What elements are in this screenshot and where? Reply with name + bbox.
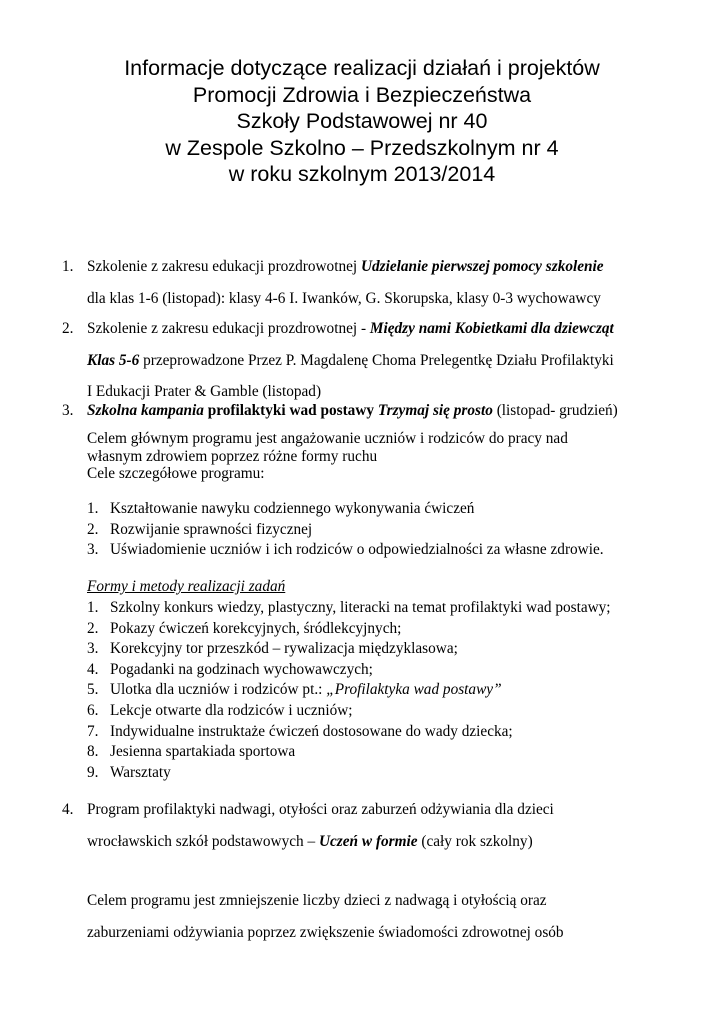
item-text-plain: Szkolenie z zakresu edukacji prozdrowotnej — [87, 258, 361, 275]
list-number: 1. — [87, 599, 99, 616]
list-item-text: Szkolny konkurs wiedzy, plastyczny, literacki na temat profilaktyki wad postawy; — [110, 599, 611, 616]
list-item-text: Jesienna spartakiada sportowa — [110, 743, 296, 761]
item-text-emphasis: Uczeń w formie — [318, 832, 418, 850]
list-item-text — [87, 794, 554, 857]
list-number: 3. — [87, 640, 99, 658]
list-item-text: Rozwijanie sprawności fizycznej — [110, 520, 313, 538]
item-text-bold: profilaktyki wad postawy — [203, 402, 378, 419]
paragraph-line: Cele szczegółowe programu: — [87, 465, 265, 483]
title-line: Informacje dotyczące realizacji działań i projektów — [124, 56, 600, 80]
item-text-line: I Edukacji Prater & Gamble (listopad) — [87, 383, 322, 400]
list-item-text — [87, 313, 614, 408]
item-text-emphasis: Między nami Kobietkami dla dziewcząt — [369, 320, 614, 337]
list-number: 5. — [87, 681, 99, 699]
title-line: w roku szkolnym 2013/2014 — [228, 162, 496, 186]
title-line: w Zespole Szkolno – Przedszkolnym nr 4 — [165, 135, 559, 160]
list-item-text: Lekcje otwarte dla rodziców i uczniów; — [110, 701, 353, 719]
item-4-paragraph — [87, 885, 564, 948]
paragraph-line: zaburzeniami odżywiania poprzez zwiększenie świadomości zdrowotnej osób — [87, 923, 564, 941]
list-number: 4. — [87, 660, 99, 678]
list-item-text: Indywidualne instruktaże ćwiczeń dostosowane do wady dziecka; — [110, 722, 513, 740]
list-item-text: Pogadanki na godzinach wychowawczych; — [110, 660, 373, 678]
list-item-text-plain: Ulotka dla uczniów i rodziców pt.: — [110, 681, 327, 699]
list-item-text: Warsztaty — [110, 763, 171, 781]
title-line: Promocji Zdrowia i Bezpieczeństwa — [192, 82, 532, 107]
item-text-emphasis: Udzielanie pierwszej pomocy szkolenie — [360, 258, 604, 275]
list-number: 9. — [87, 763, 99, 781]
list-number: 6. — [87, 701, 99, 719]
paragraph-line: Celem programu jest zmniejszenie liczby dzieci z nadwagą i otyłością oraz — [87, 892, 547, 909]
item-text-plain: (listopad- grudzień) — [492, 402, 618, 419]
list-number: 7. — [87, 722, 99, 740]
list-item-text: Korekcyjny tor przeszkód – rywalizacja międzyklasowa; — [110, 640, 458, 658]
item-text-line: dla klas 1-6 (listopad): klasy 4-6 I. Iwanków, G. Skorupska, klasy 0-3 wychowawcy — [87, 289, 601, 307]
list-number: 3. — [87, 541, 99, 559]
list-number: 1. — [62, 258, 74, 275]
paragraph-line: Celem głównym programu jest angażowanie uczniów i rodziców do pracy nad — [87, 430, 568, 447]
item-text-plain: przeprowadzone Przez P. Magdalenę Choma Prelegentkę Działu Profilaktyki — [139, 351, 614, 369]
item-text-emphasis: Klas 5-6 — [87, 351, 140, 369]
item-text-plain: Szkolenie z zakresu edukacji prozdrowotnej - — [87, 320, 370, 337]
item-text-line: Program profilaktyki nadwagi, otyłości oraz zaburzeń odżywiania dla dzieci — [87, 801, 554, 818]
list-number: 4. — [62, 801, 74, 818]
list-number: 2. — [87, 520, 99, 538]
item-text-emphasis: Trzymaj się prosto — [377, 402, 493, 419]
title-line: Szkoły Podstawowej nr 40 — [236, 109, 488, 133]
list-number: 2. — [87, 619, 99, 637]
list-number: 2. — [62, 320, 74, 337]
list-item-text: Kształtowanie nawyku codziennego wykonywania ćwiczeń — [110, 500, 475, 517]
list-item-text — [110, 680, 502, 701]
item-text-plain: (cały rok szkolny) — [417, 832, 533, 850]
list-number: 3. — [62, 402, 74, 419]
document-title — [0, 55, 724, 188]
list-number: 1. — [87, 500, 99, 517]
item-text-plain: wrocławskich szkół podstawowych – — [87, 832, 319, 850]
list-item-text: Pokazy ćwiczeń korekcyjnych, śródlekcyjnych; — [110, 619, 402, 637]
list-number: 8. — [87, 743, 99, 761]
item-text-emphasis: Szkolna kampania — [87, 402, 204, 419]
list-item-text: Uświadomienie uczniów i ich rodziców o odpowiedzialności za własne zdrowie. — [110, 541, 604, 559]
item-3-paragraph — [87, 430, 568, 483]
forms-heading: Formy i metody realizacji zadań — [87, 578, 286, 595]
list-item-text-italic: „Profilaktyka wad postawy” — [326, 681, 502, 699]
list-item-text — [87, 402, 618, 420]
paragraph-line: własnym zdrowiem poprzez różne formy ruchu — [87, 447, 378, 465]
list-item-text — [87, 251, 604, 314]
